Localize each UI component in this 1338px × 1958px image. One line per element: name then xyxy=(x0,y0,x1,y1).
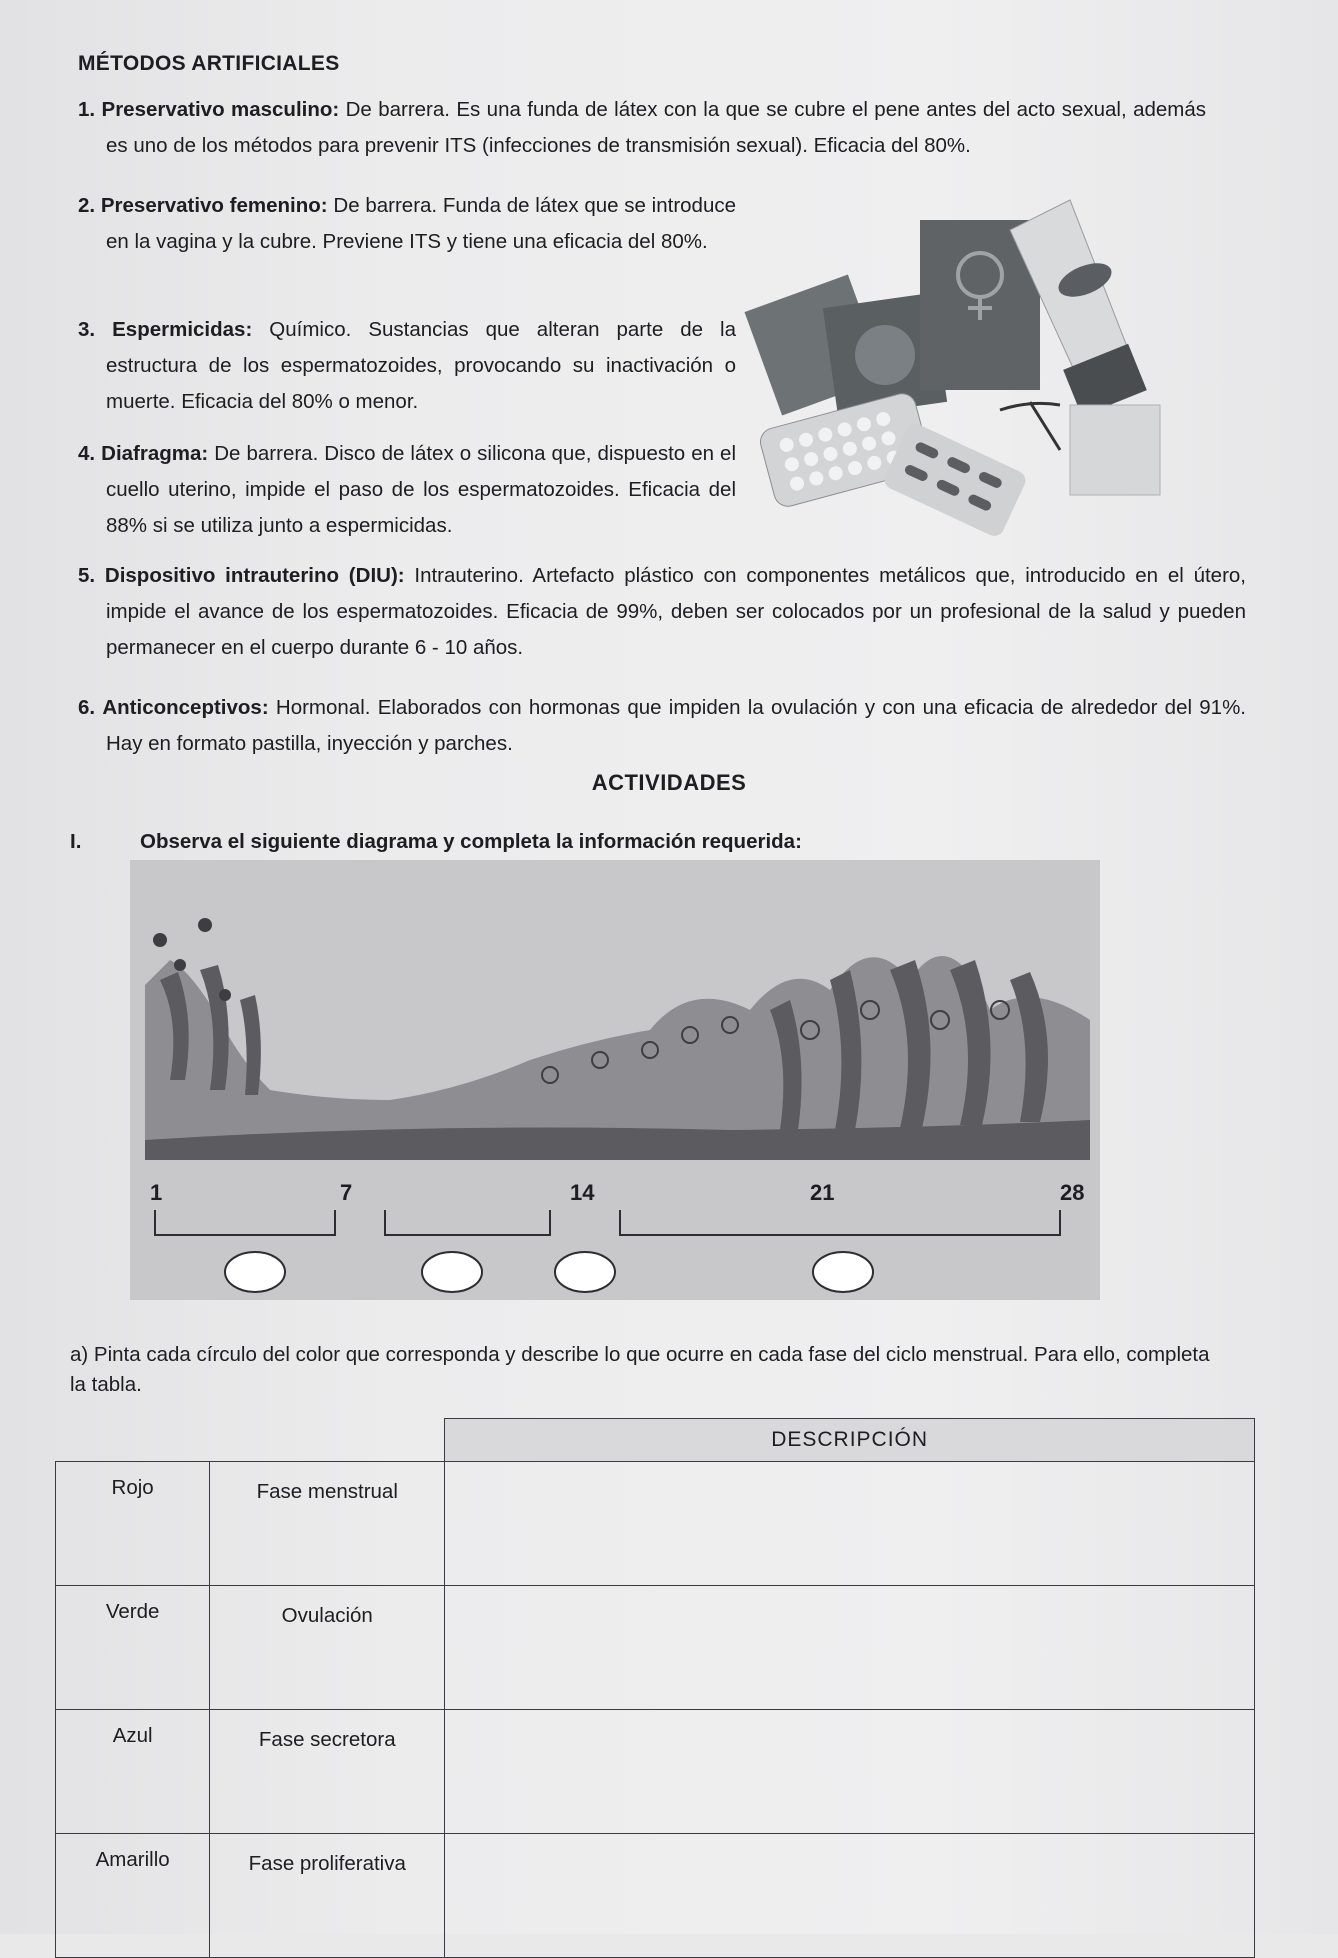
method-number: 2. xyxy=(78,194,96,217)
method-term: Espermicidas: xyxy=(112,318,253,341)
method-term: Anticonceptivos: xyxy=(102,696,269,719)
method-text: Intrauterino. Artefacto plástico con componentes metálicos que, introducido en el útero, impide el avance de los espermatozoides. Eficacia de 99%, deben ser colocados por un profesional de la salud y pueden permanecer en el cuerpo durante 6 - 10 años. xyxy=(106,564,1246,659)
phase-cell: Fase proliferativa xyxy=(210,1834,445,1958)
activity-number: I. xyxy=(70,830,82,853)
phase-cell: Ovulación xyxy=(210,1586,445,1710)
method-term: Diafragma: xyxy=(101,442,209,465)
color-cell: Rojo xyxy=(56,1462,210,1586)
method-item-4 xyxy=(78,436,736,544)
method-number: 5. xyxy=(78,564,96,587)
method-text: Químico. Sustancias que alteran parte de la estructura de los espermatozoides, provocando su inactivación o muerte. Eficacia del 80% o menor. xyxy=(106,318,736,413)
phase-description-table xyxy=(55,1418,1255,1958)
contraceptives-illustration xyxy=(700,180,1220,540)
method-term: Preservativo masculino: xyxy=(101,98,340,121)
method-term: Dispositivo intrauterino (DIU): xyxy=(104,564,405,587)
method-text: De barrera. Funda de látex que se introduce en la vagina y la cubre. Previene ITS y tiene una eficacia del 80%. xyxy=(106,194,736,253)
question-a: a) Pinta cada círculo del color que corresponda y describe lo que ocurre en cada fase del ciclo menstrual. Para ello, completa la tabla. xyxy=(70,1343,1210,1396)
description-answer-cell[interactable] xyxy=(445,1710,1255,1834)
iud-icon xyxy=(1000,402,1060,450)
activities-title: ACTIVIDADES xyxy=(591,770,747,795)
method-item-6 xyxy=(78,690,1246,762)
condom-packets-icon xyxy=(745,275,948,418)
description-answer-cell[interactable] xyxy=(445,1834,1255,1958)
color-cell: Amarillo xyxy=(56,1834,210,1958)
phase-cell: Fase menstrual xyxy=(210,1462,445,1586)
color-cell: Azul xyxy=(56,1710,210,1834)
table-row xyxy=(56,1834,1255,1958)
method-item-1 xyxy=(78,92,1206,164)
method-item-2 xyxy=(78,188,736,260)
phase-circle-4[interactable] xyxy=(813,1252,873,1292)
day-label-28: 28 xyxy=(1060,1180,1085,1205)
phase-circle-1[interactable] xyxy=(225,1252,285,1292)
day-label-21: 21 xyxy=(810,1180,835,1205)
phase-circle-3[interactable] xyxy=(555,1252,615,1292)
phase-circle-2[interactable] xyxy=(422,1252,482,1292)
table-row xyxy=(56,1462,1255,1586)
method-number: 3. xyxy=(78,318,96,341)
method-number: 4. xyxy=(78,442,96,465)
method-number: 1. xyxy=(78,98,96,121)
method-text: De barrera. Es una funda de látex con la que se cubre el pene antes del acto sexual, además es uno de los métodos para prevenir ITS (infecciones de transmisión sexual). Eficacia del 80%. xyxy=(106,98,1206,157)
activity-instruction xyxy=(70,830,802,854)
method-text: De barrera. Disco de látex o silicona que, dispuesto en el cuello uterino, impide el paso de los espermatozoides. Eficacia del 88% si se utiliza junto a espermicidas. xyxy=(106,442,736,537)
table-row xyxy=(56,1586,1255,1710)
bleed-through-text xyxy=(300,14,1280,44)
menstrual-cycle-diagram xyxy=(130,860,1100,1300)
method-text: Hormonal. Elaborados con hormonas que impiden la ovulación y con una eficacia de alrededor del 91%. Hay en formato pastilla, inyección y parches. xyxy=(106,696,1246,755)
day-label-14: 14 xyxy=(570,1180,595,1205)
method-term: Preservativo femenino: xyxy=(100,194,328,217)
capsule-blister-icon xyxy=(881,421,1028,539)
day-label-1: 1 xyxy=(150,1180,163,1205)
method-item-3 xyxy=(78,312,736,420)
method-item-5 xyxy=(78,558,1246,666)
phase-cell: Fase secretora xyxy=(210,1710,445,1834)
table-row xyxy=(56,1710,1255,1834)
method-number: 6. xyxy=(78,696,96,719)
contraceptive-patch-icon xyxy=(1070,405,1160,495)
instruction-text: Observa el siguiente diagrama y completa la información requerida: xyxy=(140,830,802,853)
description-answer-cell[interactable] xyxy=(445,1586,1255,1710)
description-header: DESCRIPCIÓN xyxy=(445,1419,1255,1462)
day-label-7: 7 xyxy=(340,1180,353,1205)
color-cell: Verde xyxy=(56,1586,210,1710)
page-title: MÉTODOS ARTIFICIALES xyxy=(78,52,340,75)
description-answer-cell[interactable] xyxy=(445,1462,1255,1586)
table-header-row xyxy=(56,1419,1255,1462)
